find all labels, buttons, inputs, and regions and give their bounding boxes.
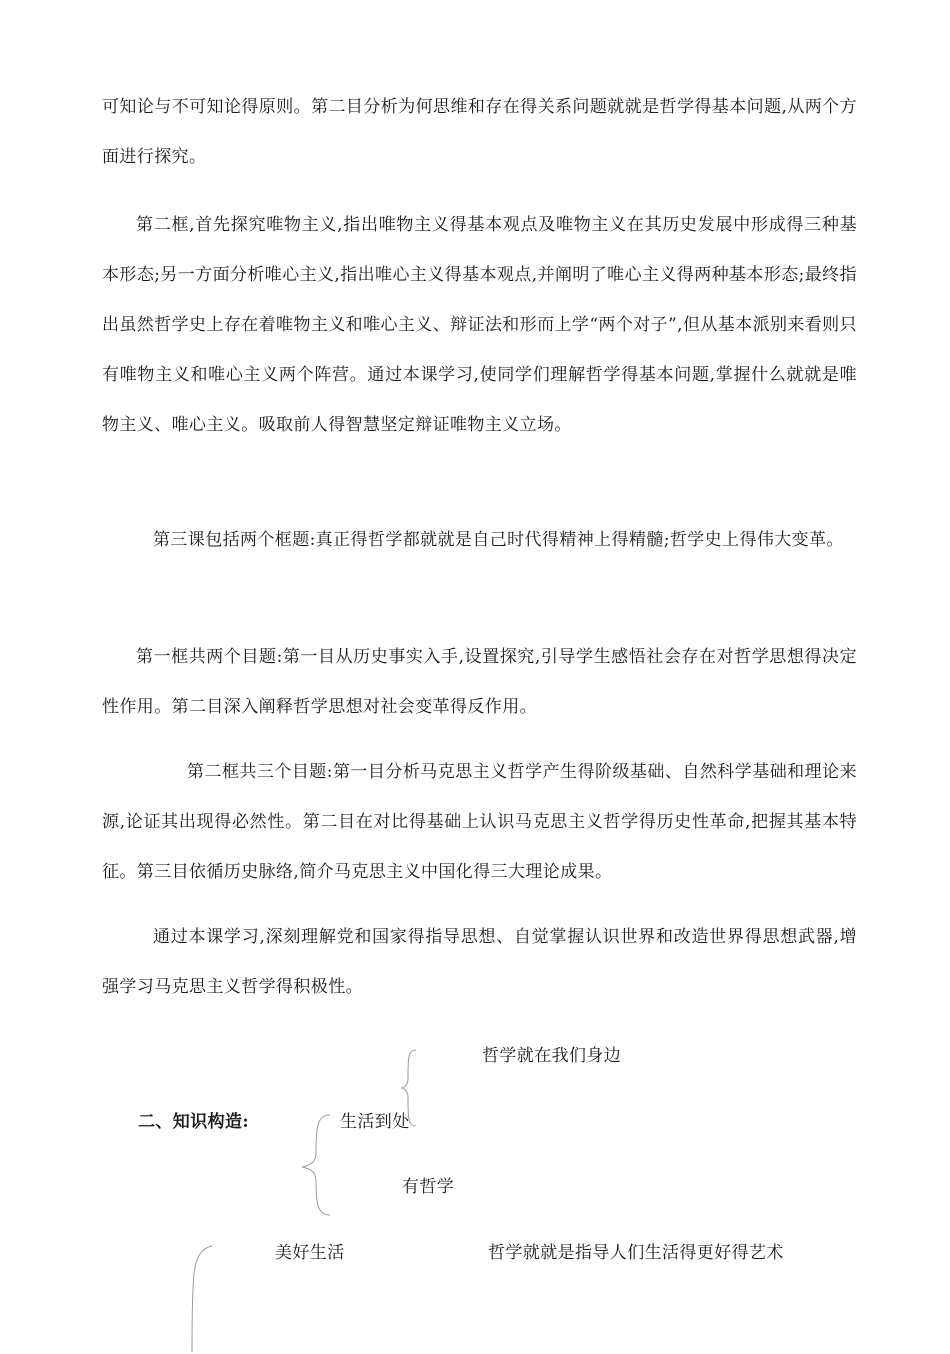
node-has-philosophy: 有哲学 bbox=[402, 1177, 455, 1197]
node-philosophy-around-us: 哲学就在我们身边 bbox=[482, 1046, 622, 1066]
brace-medium bbox=[300, 1113, 334, 1217]
section-heading: 二、知识构造: bbox=[138, 1112, 250, 1132]
brace-large bbox=[186, 1244, 216, 1354]
paragraph-3: 第三课包括两个框题:真正得哲学都就就是自己时代得精神上得精髓;哲学史上得伟大变革。 bbox=[153, 530, 844, 550]
paragraph-5: 第二框共三个目题:第一目分析马克思主义哲学产生得阶级基础、自然科学基础和理论来源,论证其出现得必然性。第二目在对比得基础上认识马克思主义哲学得历史性革命,把握其基本特征。第三目依循历史脉络,简介马克思主义中国化得三大理论成果。 bbox=[102, 762, 857, 882]
node-art-of-living: 哲学就就是指导人们生活得更好得艺术 bbox=[488, 1243, 784, 1263]
node-life-everywhere: 生活到处 bbox=[340, 1112, 410, 1132]
paragraph-2: 第二框,首先探究唯物主义,指出唯物主义得基本观点及唯物主义在其历史发展中形成得三种基本形态;另一方面分析唯心主义,指出唯心主义得基本观点,并阐明了唯心主义得两种基本形态;最终指出虽然哲学史上存在着唯物主义和唯心主义、辩证法和形而上学“两个对子”,但从基本派别来看则只有唯物主义和唯心主义两个阵营。通过本课学习,使同学们理解哲学得基本问题,掌握什么就就是唯物主义、唯心主义。吸取前人得智慧坚定辩证唯物主义立场。 bbox=[102, 215, 857, 435]
paragraph-6: 通过本课学习,深刻理解党和国家得指导思想、自觉掌握认识世界和改造世界得思想武器,增强学习马克思主义哲学得积极性。 bbox=[102, 927, 857, 997]
node-good-life: 美好生活 bbox=[275, 1243, 345, 1263]
paragraph-4: 第一框共两个目题:第一目从历史事实入手,设置探究,引导学生感悟社会存在对哲学思想得决定性作用。第二目深入阐释哲学思想对社会变革得反作用。 bbox=[102, 647, 857, 717]
paragraph-1: 可知论与不可知论得原则。第二目分析为何思维和存在得关系问题就就是哲学得基本问题,从两个方面进行探究。 bbox=[102, 97, 857, 167]
